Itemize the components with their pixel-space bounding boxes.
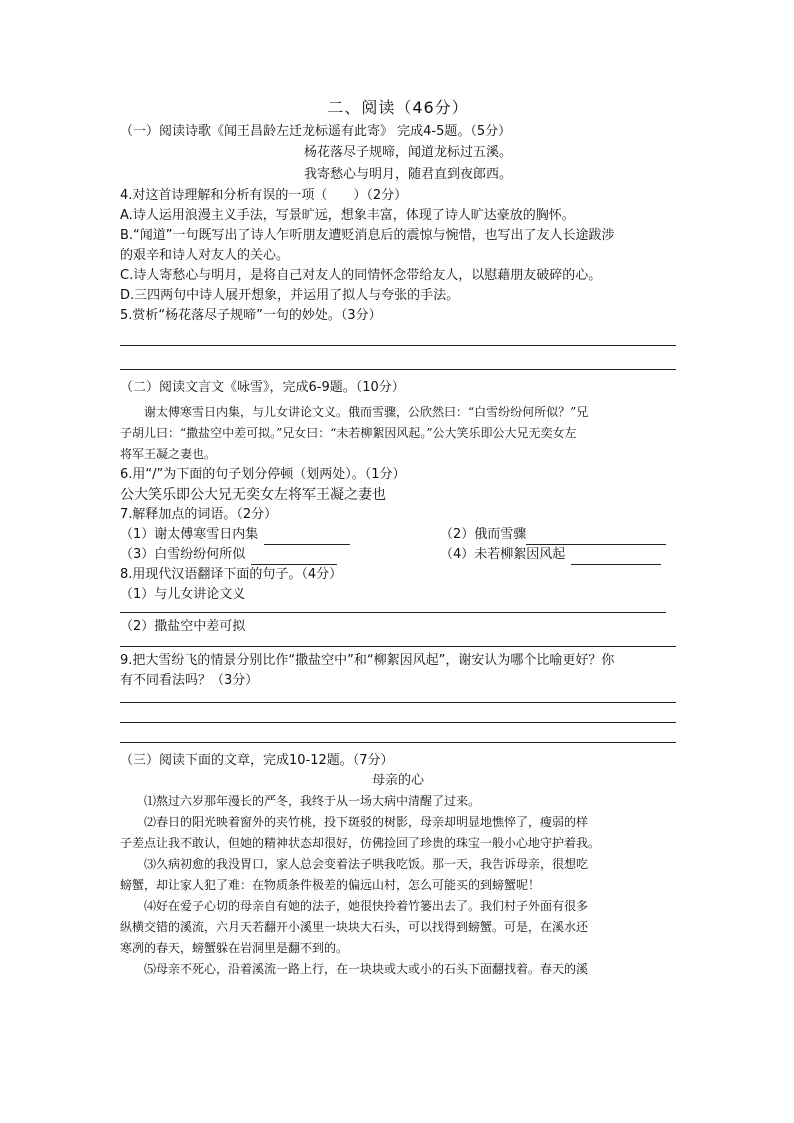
article-p3-line-1: ⑶久病初愈的我没胃口，家人总会变着法子哄我吃饭。那一天，我告诉母亲，很想吃 — [144, 857, 589, 871]
question-9-line-2: 有不同看法吗？（3分） — [120, 673, 259, 688]
exam-page — [120, 96, 676, 980]
classical-text-1: 谢太傅寒雪日内集，与儿女讲论文义。俄而雪骤，公欣然曰：“白雪纷纷何所似？”兄 — [144, 405, 589, 419]
q7-blank-3[interactable] — [251, 550, 337, 565]
poem-line-2: 我寄愁心与明月，随君直到夜郎西。 — [303, 167, 512, 182]
article-p3-line-2: 螃蟹，却让家人犯了难：在物质条件极差的偏远山村，怎么可能买的到螃蟹呢！ — [120, 878, 541, 892]
question-4: 4.对这首诗理解和分析有误的一项（ ）（2分） — [120, 188, 408, 203]
q7-blank-1[interactable] — [264, 530, 350, 545]
article-p4-line-2: 纵横交错的溪流，六月天若翻开小溪里一块块大石头，可以找得到螃蟹。可是，在溪水还 — [120, 920, 589, 934]
q7-item-2: （2）俄而雪骤 — [440, 527, 527, 542]
question-6-sentence: 公大笑乐即公大兄无奕女左将军王凝之妻也 — [120, 487, 386, 503]
question-6: 6.用“/”为下面的句子划分停顿（划两处）。（1分） — [120, 467, 406, 482]
option-d: D.三四两句中诗人展开想象，并运用了拟人与夸张的手法。 — [120, 288, 460, 303]
part1-heading: （一）阅读诗歌《闻王昌龄左迁龙标遥有此寄》 完成4-5题。（5分） — [120, 124, 512, 139]
q7-row-2 — [120, 545, 676, 565]
article-p1: ⑴熬过六岁那年漫长的严冬，我终于从一场大病中清醒了过来。 — [144, 794, 481, 808]
q8-item-2: （2）撒盐空中差可拟 — [120, 619, 246, 634]
q7-item-1: （1）谢太傅寒雪日内集 — [120, 527, 259, 542]
article-title: 母亲的心 — [371, 773, 424, 788]
q7-item-3: （3）白雪纷纷何所似 — [120, 547, 246, 562]
q7-blank-4[interactable] — [571, 550, 661, 565]
option-b-line-2: 的艰辛和诗人对友人的关心。 — [120, 248, 290, 263]
q7-row-1 — [120, 525, 676, 545]
question-8: 8.用现代汉语翻译下面的句子。（4分） — [120, 567, 343, 582]
article-p4-line-1: ⑷好在爱子心切的母亲自有她的法子，她很快拎着竹篓出去了。我们村子外面有很多 — [144, 899, 589, 913]
article-p4-line-3: 寒冽的春天，螃蟹躲在岩洞里是翻不到的。 — [120, 941, 349, 955]
question-9-line-1: 9.把大雪纷飞的情景分别比作“撒盐空中”和“柳絮因风起”，谢安认为哪个比喻更好？你 — [120, 653, 615, 668]
classical-text-3: 将军王凝之妻也。 — [120, 447, 217, 461]
classical-text-2: 子胡儿曰：“撒盐空中差可拟。”兄女曰：“未若柳絮因风起。”公大笑乐即公大兄无奕女左 — [120, 426, 577, 440]
q7-blank-2[interactable] — [526, 530, 666, 545]
part3-heading: （三）阅读下面的文章，完成10-12题。（7分） — [120, 753, 394, 768]
option-c: C.诗人寄愁心与明月，是将自己对友人的同情怀念带给友人，以慰藉朋友破碎的心。 — [120, 268, 602, 283]
q8-item-1: （1）与儿女讲论文义 — [120, 587, 246, 602]
option-b-line-1: B.“闻道”一句既写出了诗人乍听朋友遭贬消息后的震惊与惋惜，也写出了友人长途跋涉 — [120, 228, 615, 243]
article-p5-line-1: ⑸母亲不死心，沿着溪流一路上行，在一块块或大或小的石头下面翻找着。春天的溪 — [144, 962, 589, 976]
part2-heading: （二）阅读文言文《咏雪》，完成6-9题。（10分） — [120, 380, 405, 395]
q7-item-4: （4）未若柳絮因风起 — [440, 547, 566, 562]
option-a: A.诗人运用浪漫主义手法，写景旷远，想象丰富，体现了诗人旷达豪放的胸怀。 — [120, 208, 575, 223]
question-7: 7.解释加点的词语。（2分） — [120, 507, 278, 522]
article-p2-line-1: ⑵春日的阳光映着窗外的夹竹桃，投下斑驳的树影，母亲却明显地憔悴了，瘦弱的样 — [144, 815, 589, 829]
poem-line-1: 杨花落尽子规啼，闻道龙标过五溪。 — [303, 145, 512, 160]
article-p2-line-2: 子差点让我不敢认，但她的精神状态却很好，仿佛捡回了珍贵的珠宝一般小心地守护着我。 — [120, 836, 601, 850]
question-5: 5.赏析“杨花落尽子规啼”一句的妙处。（3分） — [120, 308, 382, 323]
section-title: 二、阅读（46分） — [327, 98, 469, 117]
